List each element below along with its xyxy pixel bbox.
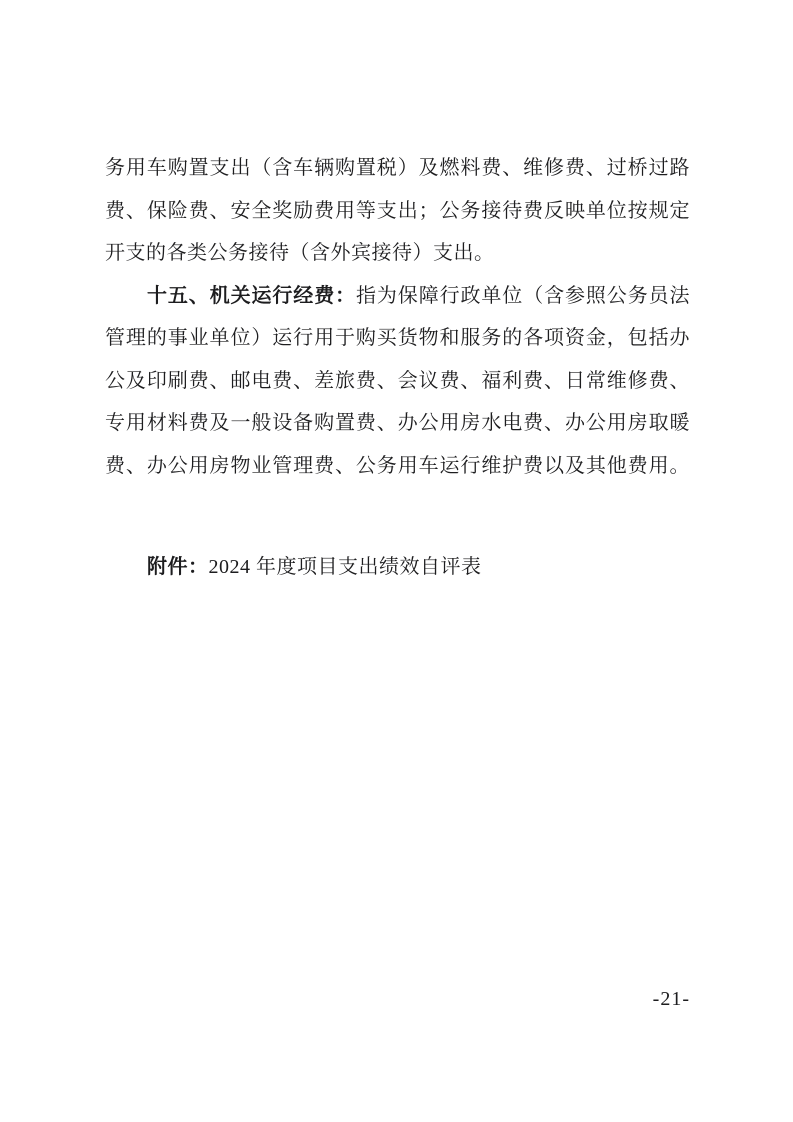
page-number: -21- (652, 988, 690, 1010)
body-line: 费、办公用房物业管理费、公务用车运行维护费以及其他费用。 (105, 454, 690, 477)
body-line (105, 275, 690, 318)
body-line: 公及印刷费、邮电费、差旅费、会议费、福利费、日常维修费、 (105, 369, 690, 392)
body-line-text: 指为保障行政单位（含参照公务员法 (356, 284, 690, 307)
body-line: 专用材料费及一般设备购置费、办公用房水电费、办公用房取暖 (105, 412, 690, 434)
body-line: 务用车购置支出（含车辆购置税）及燃料费、维修费、过桥过路 (105, 157, 690, 179)
attachment-label: 附件： (147, 556, 209, 578)
section-heading: 十五、机关运行经费： (147, 284, 356, 307)
attachment-line (147, 546, 482, 589)
body-line: 费、保险费、安全奖励费用等支出；公务接待费反映单位按规定 (105, 199, 690, 222)
attachment-text: 2024 年度项目支出绩效自评表 (208, 556, 482, 578)
body-text-block (105, 147, 690, 487)
body-line: 管理的事业单位）运行用于购买货物和服务的各项资金，包括办 (105, 327, 690, 349)
body-line: 开支的各类公务接待（含外宾接待）支出。 (105, 242, 495, 264)
